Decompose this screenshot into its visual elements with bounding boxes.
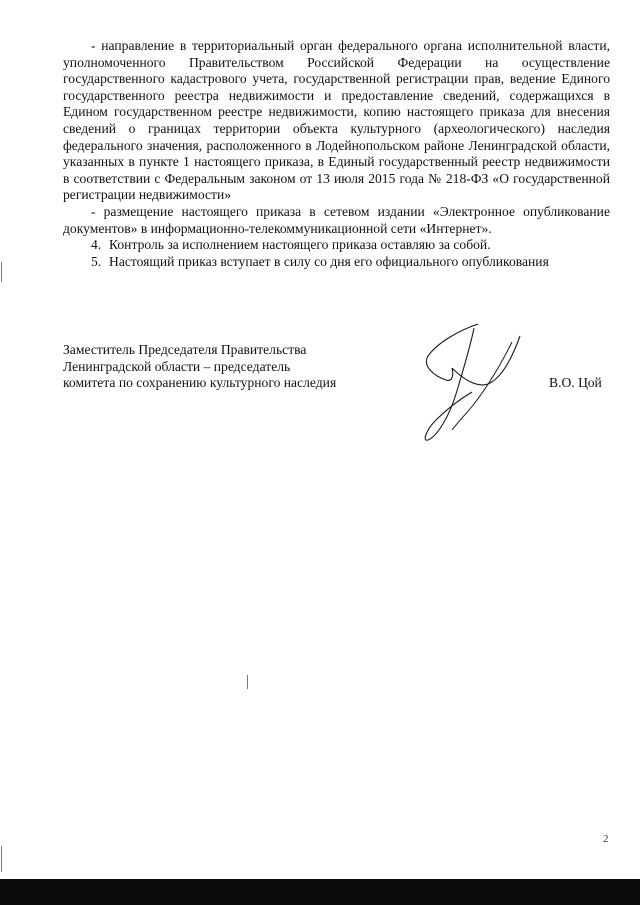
- list-item-5-text: Настоящий приказ вступает в силу со дня его официального опубликования: [109, 253, 549, 269]
- scan-edge-mark-lower: [1, 846, 2, 872]
- signer-title-line-3: комитета по сохранению культурного наследия: [63, 375, 337, 391]
- scan-bottom-bar: [0, 879, 640, 905]
- signer-name: В.О. Цой: [549, 375, 602, 390]
- list-item-4-number: 4.: [91, 237, 102, 253]
- list-item-4: [63, 237, 610, 254]
- signer-title-line-2: Ленинградской области – председатель: [63, 358, 291, 374]
- scan-edge-mark: [1, 262, 2, 282]
- list-item-4-text: Контроль за исполнением настоящего приказа оставляю за собой.: [109, 237, 491, 253]
- handwritten-signature: [408, 318, 528, 444]
- document-body: [63, 38, 610, 270]
- scan-artifact-mark: [247, 675, 248, 689]
- list-item-5-number: 5.: [91, 253, 102, 269]
- paragraph-directive-registry: - направление в территориальный орган федерального органа исполнительной власти, уполномоченного Правительством Российской Федерации на осуществление государственного кадастрового учета, государственной регистрации прав, ведение Единого государственного реестра недвижимости и предоставление сведений, содержащихся в Едином государственном реестре недвижимости, копию настоящего приказа для внесения сведений о границах территории объекта культурного (археологического) наследия федерального значения, расположенного в Лодейнопольском районе Ленинградской области, указанных в пункте 1 настоящего приказа, в Единый государственный реестр недвижимости в соответствии с Федеральным законом от 13 июля 2015 года № 218-ФЗ «О государственной регистрации недвижимости»: [63, 38, 610, 203]
- paragraph-directive-publication: - размещение настоящего приказа в сетевом издании «Электронное опубликование документов» в информационно-телекоммуникационной сети «Интернет».: [63, 203, 610, 236]
- list-item-5: [63, 254, 610, 271]
- signer-title-line-1: Заместитель Председателя Правительства: [63, 342, 307, 357]
- page-number: 2: [603, 833, 609, 845]
- signer-title: [63, 342, 336, 392]
